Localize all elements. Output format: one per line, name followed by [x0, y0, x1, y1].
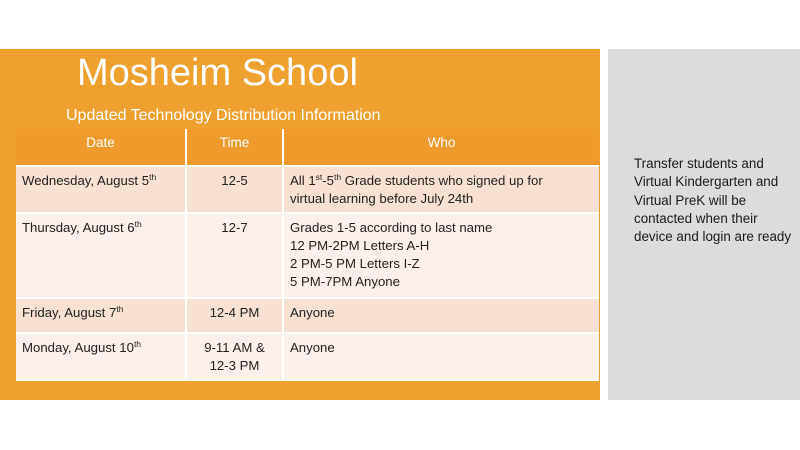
date-cell [16, 298, 186, 333]
table-row [16, 298, 599, 333]
date-cell [16, 213, 186, 298]
date-suffix: th [133, 339, 142, 349]
who-line: All 1st-5th Grade students who signed up for [290, 172, 543, 188]
side-note: Transfer students and Virtual Kindergarten and Virtual PreK will be contacted when their device and login are ready [634, 156, 792, 245]
who-line: 5 PM-7PM Anyone [290, 274, 400, 289]
who-cell: Anyone [283, 298, 599, 333]
date-suffix: th [149, 172, 157, 182]
date-text: Thursday, August 6 [22, 220, 135, 235]
time-line: 9-11 AM & [204, 340, 265, 355]
header-time: Time [186, 129, 283, 166]
table-row [16, 333, 599, 380]
date-suffix: th [116, 304, 124, 314]
who-line: virtual learning before July 24th [290, 191, 474, 206]
distribution-schedule-table [16, 129, 599, 381]
table-row [16, 213, 599, 298]
header-who: Who [283, 129, 599, 166]
time-cell: 12-5 [186, 166, 283, 213]
table-header-row [16, 129, 599, 166]
date-cell [16, 333, 186, 380]
who-line: Grades 1-5 according to last name [290, 220, 493, 235]
who-cell: Anyone [283, 333, 599, 380]
time-cell: 12-7 [186, 213, 283, 298]
table-row [16, 166, 599, 213]
date-text: Wednesday, August 5 [22, 173, 150, 188]
who-line: 12 PM-2PM Letters A-H [290, 238, 430, 253]
header-date: Date [16, 129, 186, 166]
date-text: Friday, August 7 [22, 305, 117, 320]
time-line: 12-3 PM [209, 358, 260, 373]
who-line: 2 PM-5 PM Letters I-Z [290, 256, 420, 271]
time-cell [186, 333, 283, 380]
date-text: Monday, August 10 [22, 340, 134, 355]
date-cell [16, 166, 186, 213]
who-cell [283, 213, 599, 298]
who-cell [283, 166, 599, 213]
date-suffix: th [134, 219, 142, 229]
page-subtitle: Updated Technology Distribution Information [66, 107, 381, 124]
time-cell: 12-4 PM [186, 298, 283, 333]
page-title: Mosheim School [77, 52, 358, 94]
